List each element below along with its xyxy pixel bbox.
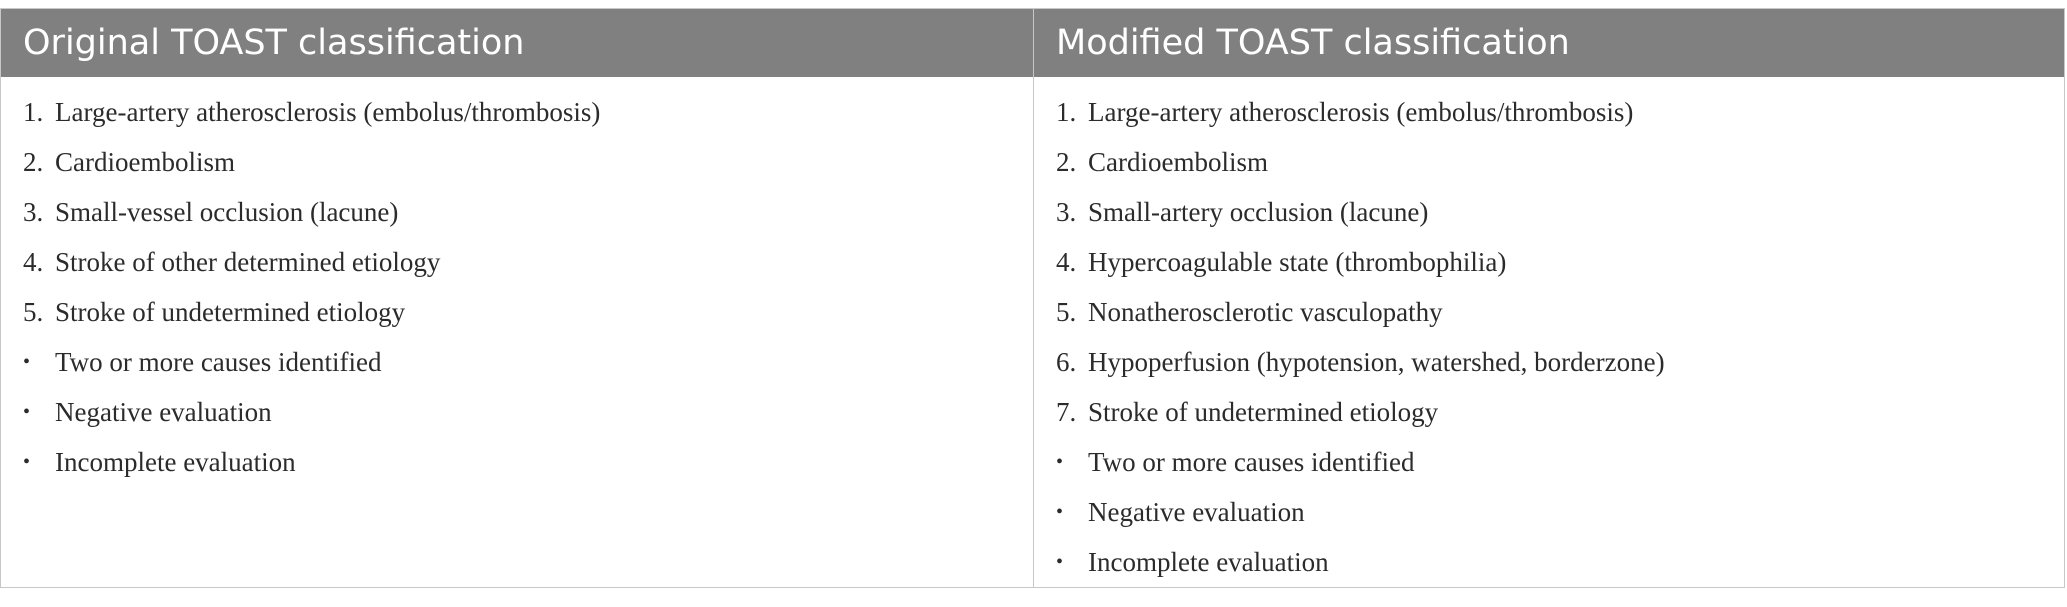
list-item-text: Stroke of undetermined etiology <box>1088 397 1439 427</box>
list-item <box>1034 287 2064 337</box>
list-marker: 5. <box>1056 297 1077 327</box>
bullet-marker: • <box>1056 551 1064 573</box>
list-item <box>1034 437 2064 487</box>
list-item <box>1 337 1033 387</box>
list-item <box>1034 337 2064 387</box>
list-item-text: Two or more causes identified <box>55 347 382 377</box>
list-item-text: Hypoperfusion (hypotension, watershed, borderzone) <box>1088 347 1665 377</box>
list-item-text: Two or more causes identified <box>1088 447 1415 477</box>
list-item <box>1 87 1033 137</box>
bullet-marker: • <box>23 401 31 423</box>
bullet-marker: • <box>23 451 31 473</box>
list-marker: 4. <box>23 247 44 277</box>
toast-comparison-table <box>0 8 2065 588</box>
list-marker: 3. <box>1056 197 1077 227</box>
list-item-text: Hypercoagulable state (thrombophilia) <box>1088 247 1507 277</box>
list-marker: 3. <box>23 197 44 227</box>
list-item-text: Small-vessel occlusion (lacune) <box>55 197 399 227</box>
modified-toast-header: Modified TOAST classification <box>1034 9 2064 77</box>
list-item-text: Nonatherosclerotic vasculopathy <box>1088 297 1443 327</box>
list-item <box>1034 487 2064 537</box>
bullet-marker: • <box>23 351 31 373</box>
list-marker: 1. <box>23 97 44 127</box>
list-item-text: Negative evaluation <box>1088 497 1305 527</box>
list-item <box>1 387 1033 437</box>
list-item-text: Incomplete evaluation <box>1088 547 1329 577</box>
list-item <box>1 137 1033 187</box>
list-item-text: Cardioembolism <box>55 147 235 177</box>
list-item <box>1 187 1033 237</box>
list-item-text: Cardioembolism <box>1088 147 1268 177</box>
list-item <box>1034 87 2064 137</box>
list-item <box>1034 137 2064 187</box>
list-marker: 5. <box>23 297 44 327</box>
list-item <box>1 287 1033 337</box>
list-item-text: Stroke of undetermined etiology <box>55 297 406 327</box>
modified-toast-column <box>1034 9 2064 587</box>
original-toast-list <box>1 77 1033 487</box>
list-marker: 6. <box>1056 347 1077 377</box>
list-item <box>1 437 1033 487</box>
bullet-marker: • <box>1056 501 1064 523</box>
list-item <box>1 237 1033 287</box>
original-toast-column <box>1 9 1034 587</box>
list-item-text: Large-artery atherosclerosis (embolus/thrombosis) <box>55 97 601 127</box>
list-item-text: Negative evaluation <box>55 397 272 427</box>
list-item <box>1034 237 2064 287</box>
list-marker: 7. <box>1056 397 1077 427</box>
list-item-text: Incomplete evaluation <box>55 447 296 477</box>
bullet-marker: • <box>1056 451 1064 473</box>
list-item-text: Small-artery occlusion (lacune) <box>1088 197 1429 227</box>
list-item-text: Stroke of other determined etiology <box>55 247 441 277</box>
list-item <box>1034 387 2064 437</box>
list-marker: 1. <box>1056 97 1077 127</box>
list-marker: 2. <box>23 147 44 177</box>
original-toast-header: Original TOAST classification <box>1 9 1033 77</box>
list-marker: 4. <box>1056 247 1077 277</box>
list-item-text: Large-artery atherosclerosis (embolus/thrombosis) <box>1088 97 1634 127</box>
list-marker: 2. <box>1056 147 1077 177</box>
list-item <box>1034 537 2064 587</box>
modified-toast-list <box>1034 77 2064 587</box>
list-item <box>1034 187 2064 237</box>
